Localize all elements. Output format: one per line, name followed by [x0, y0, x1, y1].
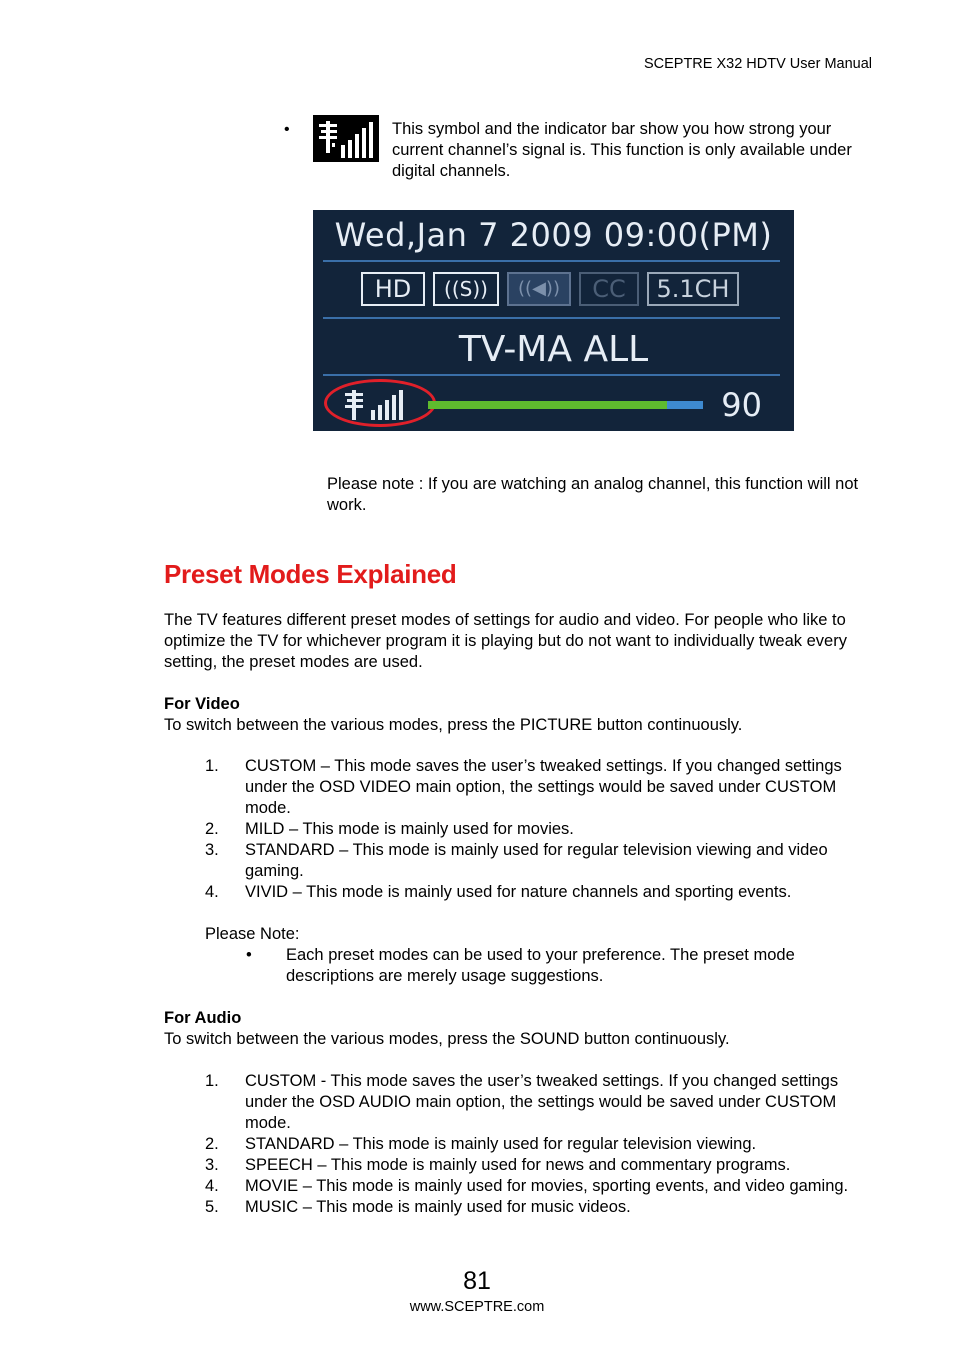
audio-section: [164, 1008, 874, 1050]
audio-heading: For Audio: [164, 1009, 242, 1027]
signal-bar-remainder: [667, 401, 703, 409]
list-number: 4.: [205, 1177, 219, 1195]
list-number: 4.: [205, 883, 219, 901]
list-item: [205, 819, 865, 840]
osd-info-screenshot: [313, 210, 794, 431]
list-item: [205, 1197, 865, 1218]
video-heading: For Video: [164, 695, 240, 713]
list-item: [205, 1176, 865, 1197]
footer-website: www.SCEPTRE.com: [409, 1299, 545, 1315]
osd-divider: [323, 317, 780, 319]
list-number: 3.: [205, 1156, 219, 1174]
bullet-marker: •: [284, 121, 290, 138]
hd-badge: HD: [361, 272, 425, 306]
section-title: Preset Modes Explained: [164, 559, 457, 589]
list-number: 5.: [205, 1198, 219, 1216]
surround-badge: 5.1CH: [647, 272, 739, 306]
list-text: MILD – This mode is mainly used for movies.: [245, 820, 574, 838]
audio-badge: ((◀)): [507, 272, 571, 306]
list-number: 1.: [205, 757, 219, 775]
note-bullet-text: Each preset modes can be used to your preference. The preset mode descriptions are merely usage suggestions.: [286, 946, 795, 985]
highlight-circle: [324, 379, 436, 427]
stereo-badge: ((S)): [433, 272, 499, 306]
audio-instruction: To switch between the various modes, press the SOUND button continuously.: [164, 1030, 730, 1048]
signal-description: This symbol and the indicator bar show you how strong your current channel’s signal is. This function is only available under digital channels.: [392, 120, 852, 180]
list-number: 3.: [205, 841, 219, 859]
list-item: [205, 840, 865, 882]
list-text: MOVIE – This mode is mainly used for movies, sporting events, and video gaming.: [245, 1177, 849, 1195]
cc-badge: CC: [579, 272, 639, 306]
signal-strength-icon: [313, 115, 379, 162]
osd-date: Wed,Jan 7 2009 09:00(PM): [334, 216, 773, 254]
osd-badges: [361, 272, 739, 306]
list-text: CUSTOM - This mode saves the user’s tweaked settings. If you changed settings under the OSD AUDIO main option, the settings would be saved under CUSTOM mode.: [245, 1072, 839, 1132]
page-header: SCEPTRE X32 HDTV User Manual: [643, 56, 872, 72]
list-item: [205, 756, 865, 819]
page-number: 81: [463, 1267, 491, 1295]
bullet-marker: •: [246, 946, 252, 964]
list-item: [205, 1155, 865, 1176]
list-number: 2.: [205, 1135, 219, 1153]
list-text: MUSIC – This mode is mainly used for music videos.: [245, 1198, 631, 1216]
signal-bar-fill: [428, 401, 667, 409]
signal-bar: [428, 401, 703, 409]
list-number: 1.: [205, 1072, 219, 1090]
intro-paragraph: The TV features different preset modes of settings for audio and video. For people who like to optimize the TV for whichever program it is playing but do not want to individually tweak every setting, the preset modes are used.: [164, 611, 847, 671]
analog-note: Please note : If you are watching an analog channel, this function will not work.: [327, 475, 859, 514]
osd-rating: TV-MA ALL: [458, 329, 649, 370]
list-number: 2.: [205, 820, 219, 838]
note-bullet: [246, 945, 866, 987]
list-text: VIVID – This mode is mainly used for nature channels and sporting events.: [245, 883, 792, 901]
video-instruction: To switch between the various modes, press the PICTURE button continuously.: [164, 716, 743, 734]
signal-value: 90: [721, 386, 762, 424]
list-text: STANDARD – This mode is mainly used for regular television viewing.: [245, 1135, 757, 1153]
video-section: [164, 694, 874, 736]
list-text: STANDARD – This mode is mainly used for regular television viewing and video gaming.: [245, 841, 828, 880]
list-item: [205, 1071, 865, 1134]
osd-divider: [323, 260, 780, 262]
list-item: [205, 1134, 865, 1155]
osd-divider: [323, 374, 780, 376]
audio-mode-list: [205, 1071, 865, 1218]
video-mode-list: [205, 756, 865, 903]
list-text: SPEECH – This mode is mainly used for news and commentary programs.: [245, 1156, 791, 1174]
list-text: CUSTOM – This mode saves the user’s tweaked settings. If you changed settings under the OSD VIDEO main option, the settings would be saved under CUSTOM mode.: [245, 757, 842, 817]
please-note-label: Please Note:: [205, 925, 300, 943]
list-item: [205, 882, 865, 903]
